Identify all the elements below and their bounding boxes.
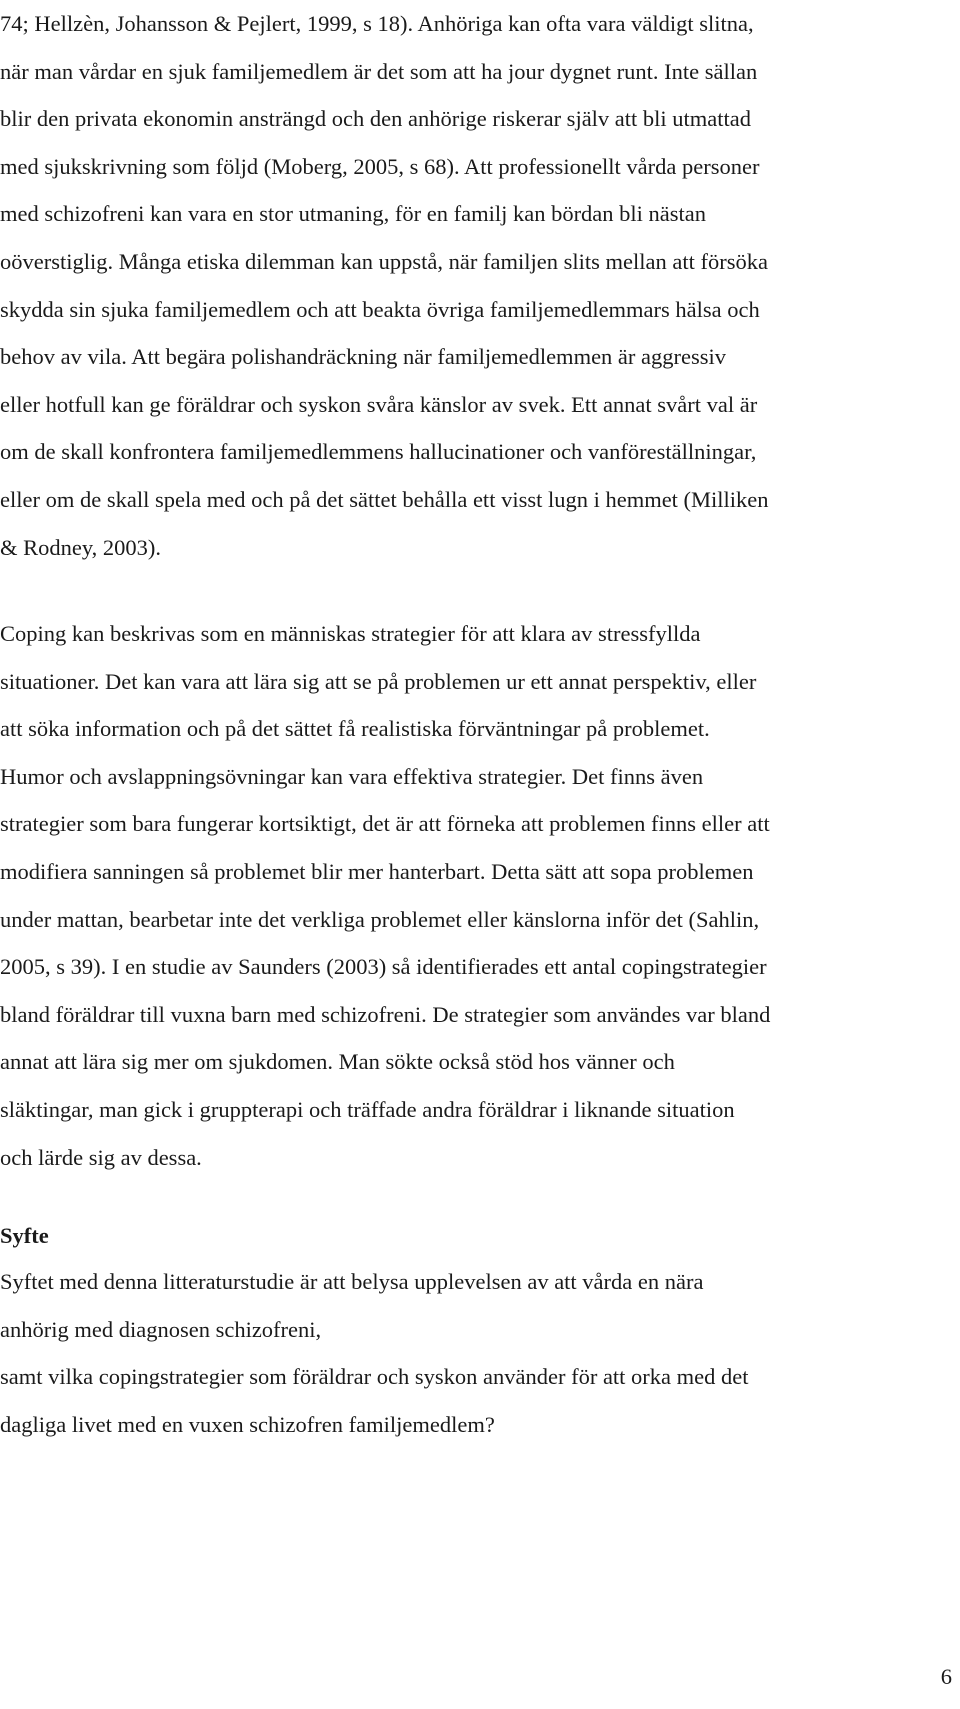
text-line: & Rodney, 2003).: [0, 534, 162, 560]
text-line: behov av vila. Att begära polishandräckning när familjemedlemmen är aggressiv: [0, 344, 727, 370]
text-line: med schizofreni kan vara en stor utmaning, för en familj kan bördan bli nästan: [0, 201, 707, 227]
paragraph-coping: [0, 610, 940, 1181]
text-line: blir den privata ekonomin ansträngd och den anhörige riskerar själv att bli utmattad: [0, 106, 752, 132]
text-line: om de skall konfrontera familjemedlemmens hallucinationer och vanföreställningar,: [0, 439, 757, 465]
page-number: 6: [940, 1664, 952, 1689]
paragraph-caregiver-burden: [0, 0, 940, 571]
text-line: oöverstiglig. Många etiska dilemman kan uppstå, när familjen slits mellan att försöka: [0, 248, 768, 274]
text-line: Humor och avslappningsövningar kan vara effektiva strategier. Det finns även: [0, 763, 704, 789]
text-line: skydda sin sjuka familjemedlem och att beakta övriga familjemedlemmars hälsa och: [0, 296, 760, 322]
text-line: och lärde sig av dessa.: [0, 1144, 202, 1170]
text-line: släktingar, man gick i gruppterapi och träffade andra föräldrar i liknande situation: [0, 1096, 735, 1122]
text-line: Syftet med denna litteraturstudie är att belysa upplevelsen av att vårda en nära: [0, 1269, 704, 1294]
text-line: annat att lära sig mer om sjukdomen. Man sökte också stöd hos vänner och: [0, 1049, 675, 1075]
text-line: strategier som bara fungerar kortsiktigt, det är att förneka att problemen finns eller att: [0, 811, 770, 837]
text-line: anhörig med diagnosen schizofreni,: [0, 1316, 322, 1342]
text-line: dagliga livet med en vuxen schizofren familjemedlem?: [0, 1411, 495, 1437]
text-line: med sjukskrivning som följd (Moberg, 2005, s 68). Att professionellt vårda personer: [0, 153, 760, 179]
text-line: 74; Hellzèn, Johansson & Pejlert, 1999, s 18). Anhöriga kan ofta vara väldigt slitna,: [0, 11, 754, 36]
text-line: situationer. Det kan vara att lära sig att se på problemen ur ett annat perspektiv, eller: [0, 668, 757, 694]
text-line: under mattan, bearbetar inte det verkliga problemet eller känslorna inför det (Sahlin,: [0, 906, 760, 932]
text-line: modifiera sanningen så problemet blir mer hanterbart. Detta sätt att sopa problemen: [0, 858, 754, 884]
text-line: eller hotfull kan ge föräldrar och syskon svåra känslor av svek. Ett annat svårt val är: [0, 391, 758, 417]
section-heading: Syfte: [0, 1223, 49, 1248]
text-line: 2005, s 39). I en studie av Saunders (2003) så identifierades ett antal copingstrategier: [0, 954, 767, 980]
paragraph-purpose: [0, 1258, 940, 1448]
text-line: bland föräldrar till vuxna barn med schizofreni. De strategier som användes var bland: [0, 1001, 771, 1027]
text-line: att söka information och på det sättet få realistiska förväntningar på problemet.: [0, 716, 710, 742]
text-line: Coping kan beskrivas som en människas strategier för att klara av stressfyllda: [0, 621, 701, 646]
text-line: eller om de skall spela med och på det sättet behålla ett visst lugn i hemmet (Milliken: [0, 486, 769, 512]
text-line: när man vårdar en sjuk familjemedlem är det som att ha jour dygnet runt. Inte sällan: [0, 58, 758, 84]
text-line: samt vilka copingstrategier som föräldrar och syskon använder för att orka med det: [0, 1364, 749, 1390]
